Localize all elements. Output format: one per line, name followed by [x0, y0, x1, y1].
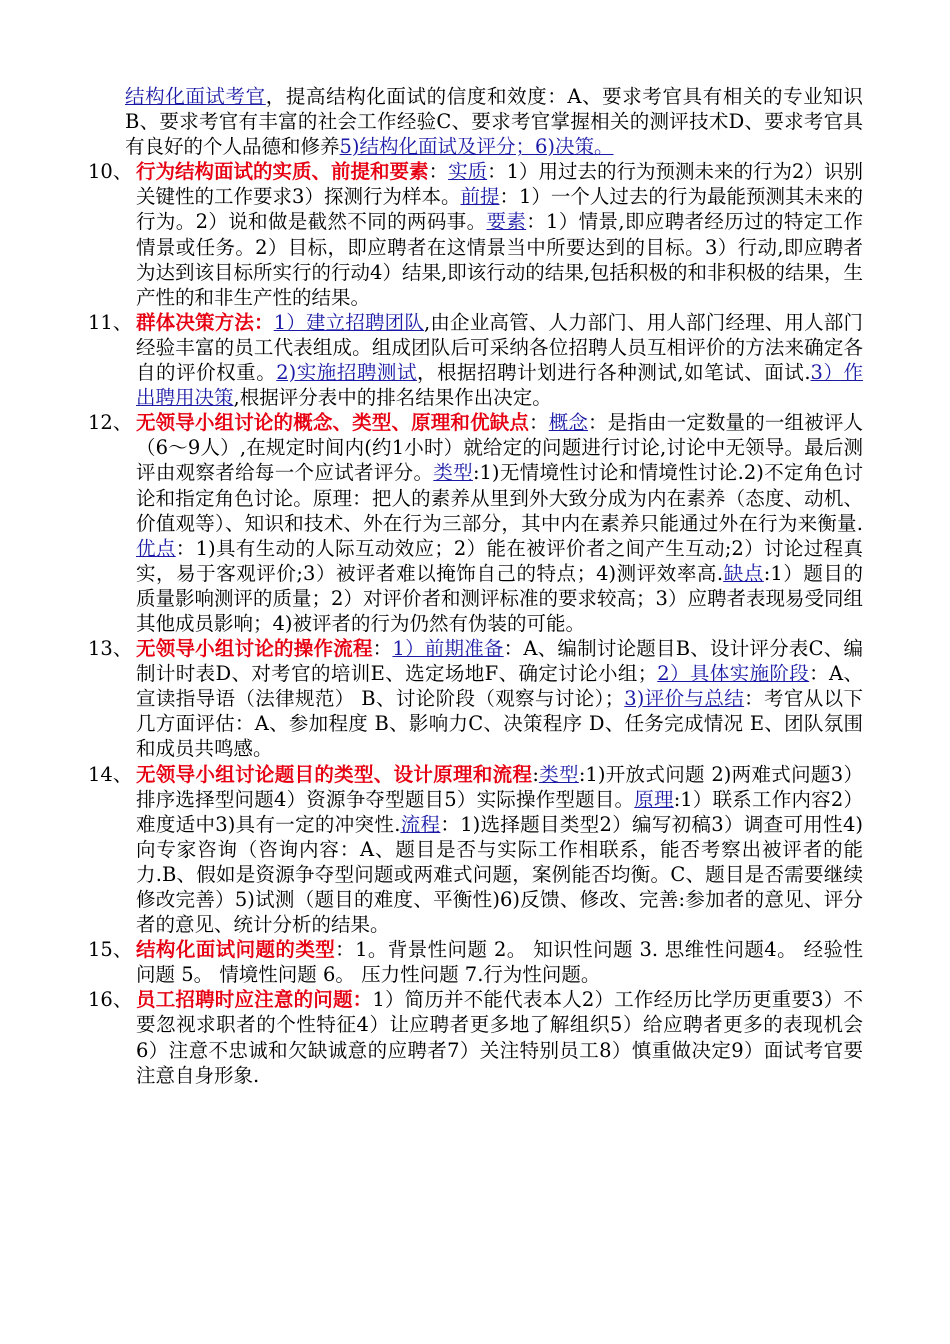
- item-heading: 群体决策方法：: [136, 310, 274, 334]
- body-text: ，提高结构化面试的信度和效度：A、要求考官具有相关的专业知识B、要求考官有丰富的社会工作经验C、要求考官掌握相关的测评技术D、要求考官具有良好的个人品德和修养: [125, 85, 863, 159]
- list-item: [88, 762, 863, 938]
- body-text: :1)开放式问题 2)两难式问题3）排序选择型问题4）资源争夺型题目5）实际操作型题目。: [136, 762, 863, 811]
- item-heading: 行为结构面试的实质、前提和要素: [136, 160, 429, 184]
- list-item: [88, 159, 863, 310]
- item-heading: 无领导小组讨论的操作流程: [136, 637, 373, 661]
- item-heading: 无领导小组讨论题目的类型、设计原理和流程: [136, 762, 533, 786]
- item-heading: 员工招聘时应注意的问题：: [136, 988, 373, 1012]
- body-text: ：1）一个人过去的行为最能预测其未来的行为。2）说和做是截然不同的两码事。: [136, 185, 863, 234]
- inline-link[interactable]: 2)实施招聘测试: [276, 361, 417, 385]
- inline-link[interactable]: 类型: [433, 461, 473, 485]
- inline-link[interactable]: 优点: [136, 536, 176, 560]
- body-text: ：A、宣读指导语（法律规范） B、讨论阶段（观察与讨论）；: [136, 662, 863, 711]
- list-item: [88, 310, 863, 410]
- body-text: ,根据评分表中的排名结果作出决定。: [233, 386, 552, 410]
- inline-link[interactable]: 流程: [400, 812, 441, 836]
- inline-link[interactable]: 前提: [460, 185, 500, 209]
- inline-link[interactable]: 1）建立招聘团队: [273, 310, 425, 334]
- list-item: [88, 987, 863, 1087]
- body-text: :1）题目的质量影响测评的质量；2）对评价者和测评标准的要求较高；3）应聘者表现易受同组其他成员影响；4)被评者的行为仍然有伪装的可能。: [136, 561, 863, 635]
- body-text: ：: [372, 637, 393, 661]
- inline-link[interactable]: 原理: [634, 787, 674, 811]
- item-number: 12、: [88, 411, 133, 435]
- body-text: :1）联系工作内容2）难度适中3)具有一定的冲突性.: [136, 787, 863, 836]
- inline-link[interactable]: 2）具体实施阶段: [657, 662, 810, 686]
- inline-link[interactable]: 概念: [548, 411, 588, 435]
- body-text: ：1)具有生动的人际互动效应；2）能在被评价者之间产生互动;2）讨论过程真实，易于客观评价;3）被评者难以掩饰自己的特点；4)测评效率高.: [136, 536, 863, 585]
- body-text: ,由企业高管、人力部门、用人部门经理、用人部门经验丰富的员工代表组成。组成团队后可采纳各位招聘人员互相评价的方法来确定各自的评价权重。: [136, 310, 863, 385]
- inline-link[interactable]: 缺点: [723, 561, 764, 585]
- numbered-list: [0, 159, 950, 1087]
- inline-link[interactable]: 类型: [538, 762, 579, 786]
- item-number: 10、: [88, 160, 133, 184]
- body-text: ：考官从以下几方面评估：A、参加程度 B、影响力C、决策程序 D、任务完成情况 E、团队氛围和成员共鸣感。: [136, 687, 863, 761]
- body-text: ：是指由一定数量的一组被评人（6～9人）,在规定时间内(约1小时）就给定的问题进行讨论,讨论中无领导。最后测评由观察者给每一个应试者评分。: [136, 411, 863, 485]
- body-text: ：: [529, 411, 549, 435]
- item-number: 14、: [88, 762, 133, 786]
- item-number: 16、: [88, 988, 133, 1012]
- body-text: ：1)选择题目类型2）编写初稿3）调查可用性4)向专家咨询（咨询内容：A、题目是否与实际工作相联系，能否考察出被评者的能力.B、假如是资源争夺型问题或两难式问题，案例能否均衡。C、题目是否需要继续修改完善）5)试测（题目的难度、平衡性)6)反馈、修改、完善:参加者的意见、评分者的意见、统计分析的结果。: [136, 812, 863, 937]
- item-number: 13、: [88, 637, 133, 661]
- inline-link[interactable]: 5)结构化面试及评分；6)决策。: [339, 135, 614, 159]
- list-item: [88, 937, 863, 987]
- body-text: :: [532, 762, 539, 786]
- item-heading: 无领导小组讨论的概念、类型、原理和优缺点: [136, 411, 530, 435]
- item-number: 11、: [88, 310, 133, 334]
- inline-link[interactable]: 要素: [486, 210, 527, 234]
- body-text: ：1）情景,即应聘者经历过的特定工作情景或任务。2）目标，即应聘者在这情景当中所要达到的目标。3）行动,即应聘者为达到该目标所实行的行动4）结果,即该行动的结果,包括积极的和非积极的结果，生产性的和非生产性的结果。: [136, 210, 863, 309]
- list-item: [88, 410, 863, 636]
- inline-link[interactable]: 3)评价与总结: [624, 687, 745, 711]
- body-text: ：1。背景性问题 2。 知识性问题 3. 思维性问题4。 经验性问题 5。 情境性问题 6。 压力性问题 7.行为性问题。: [136, 938, 863, 987]
- inline-link[interactable]: 3）作出聘用决策: [136, 361, 863, 410]
- intro-paragraph: [125, 84, 863, 159]
- body-text: 1）简历并不能代表本人2）工作经历比学历更重要3）不要忽视求职者的个性特征4）让应聘者更多地了解组织5）给应聘者更多的表现机会6）注意不忠诚和欠缺诚意的应聘者7）关注特别员工8）慎重做决定9）面试考官要注意自身形象.: [136, 988, 863, 1087]
- inline-link[interactable]: 结构化面试考官: [125, 85, 266, 108]
- body-text: ：: [428, 160, 449, 184]
- inline-link[interactable]: 1）前期准备: [392, 637, 504, 661]
- inline-link[interactable]: 实质: [448, 160, 488, 184]
- body-text: ：1）用过去的行为预测未来的行为2）识别关键性的工作要求3）探测行为样本。: [136, 160, 863, 209]
- list-item: [88, 636, 863, 761]
- item-heading: 结构化面试问题的类型: [136, 938, 336, 962]
- item-number: 15、: [88, 938, 133, 962]
- body-text: ，根据招聘计划进行各种测试,如笔试、面试.: [416, 361, 811, 385]
- body-text: ：A、编制讨论题目B、设计评分表C、编制计时表D、对考官的培训E、选定场地F、确定讨论小组；: [136, 637, 863, 686]
- document-body: [0, 84, 950, 1088]
- body-text: :1)无情境性讨论和情境性讨论.2)不定角色讨论和指定角色讨论。原理：把人的素养从里到外大致分成为内在素养（态度、动机、价值观等）、知识和技术、外在行为三部分，其中内在素养只能通过外在行为来衡量.: [136, 461, 863, 535]
